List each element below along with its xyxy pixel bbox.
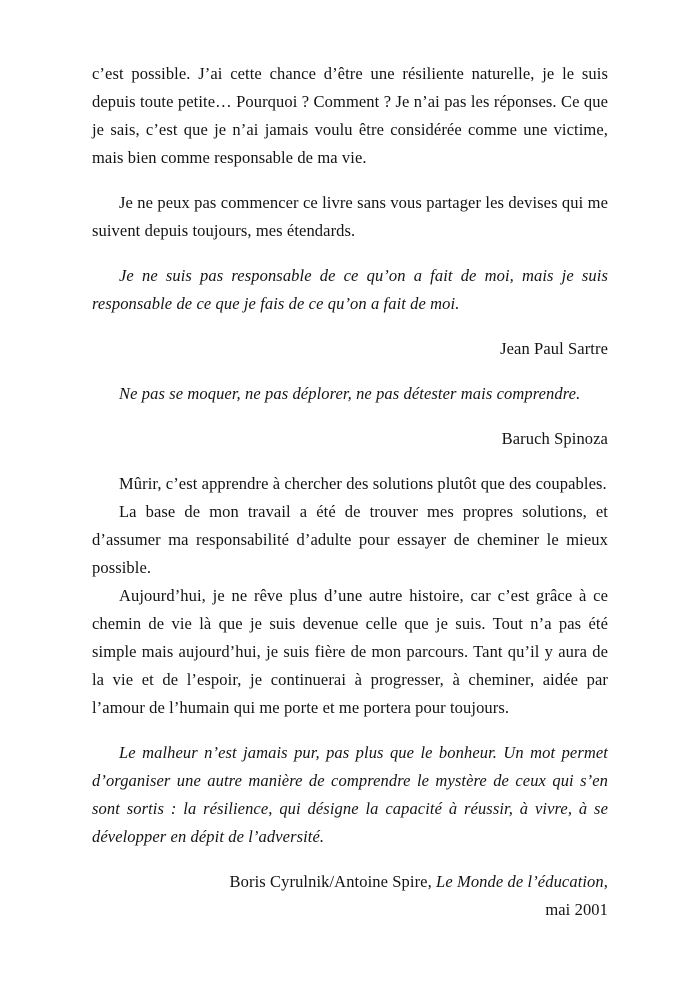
attribution-suffix: , bbox=[603, 872, 608, 891]
attribution-spinoza: Baruch Spinoza bbox=[501, 429, 608, 448]
quote-cyrulnik: Le malheur n’est jamais pur, pas plus que le bonheur. Un mot permet d’organiser une autre manière de comprendre le mystère de ceux qui s’en sont sortis : la résilience, qui désigne la capacité à réussir, à vivre, à se développer en dépit de l’adversité. bbox=[92, 743, 608, 846]
paragraph-murir: Mûrir, c’est apprendre à chercher des solutions plutôt que des coupables. bbox=[119, 474, 607, 493]
quote-spinoza: Ne pas se moquer, ne pas déplorer, ne pas détester mais comprendre. bbox=[119, 384, 581, 403]
paragraph-aujourdhui: Aujourd’hui, je ne rêve plus d’une autre histoire, car c’est grâce à ce chemin de vie là que je suis devenue celle que je suis. Tout n’a pas été simple mais aujourd’hui, je suis fière de mon parcours. Tant qu’il y aura de la vie et de l’espoir, je continuerai à progresser, à cheminer, aidée par l’amour de l’humain qui me porte et me portera pour toujours. bbox=[92, 586, 608, 717]
quote-sartre: Je ne suis pas responsable de ce qu’on a fait de moi, mais je suis responsable de ce que je fais de ce qu’on a fait de moi. bbox=[92, 266, 608, 313]
attribution-cyrulnik bbox=[92, 868, 608, 896]
attribution-sartre: Jean Paul Sartre bbox=[500, 339, 608, 358]
paragraph-devises: Je ne peux pas commencer ce livre sans vous partager les devises qui me suivent depuis toujours, mes étendards. bbox=[92, 193, 608, 240]
paragraph-base: La base de mon travail a été de trouver mes propres solutions, et d’assumer ma responsabilité d’adulte pour essayer de cheminer le mieux possible. bbox=[92, 502, 608, 577]
attribution-authors: Boris Cyrulnik/Antoine Spire, bbox=[229, 872, 437, 891]
paragraph-opening: c’est possible. J’ai cette chance d’être une résiliente naturelle, je le suis depuis toute petite… Pourquoi ? Comment ? Je n’ai pas les réponses. Ce que je sais, c’est que je n’ai jamais voulu être considérée comme une victime, mais bien comme responsable de ma vie. bbox=[92, 64, 608, 167]
attribution-date: mai 2001 bbox=[545, 900, 608, 919]
attribution-publication: Le Monde de l’éducation bbox=[436, 872, 604, 891]
